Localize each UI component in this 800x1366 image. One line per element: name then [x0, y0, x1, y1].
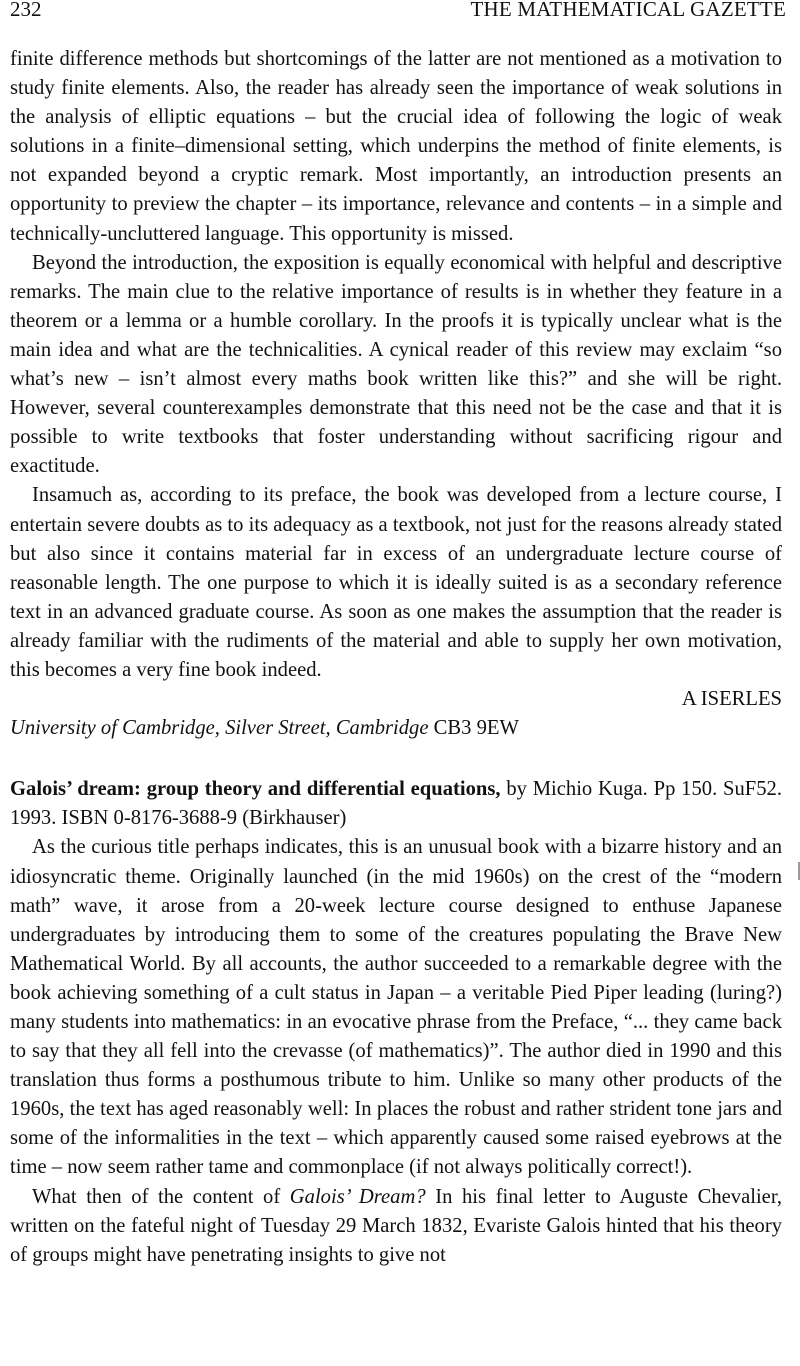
review1-paragraph-2: Beyond the introduction, the exposition is equally economical with helpful and descriptive remarks. The main clue to the relative importance of results is in whether they feature in a theorem or a lemma or a humble corollary. In the proofs it is typically unclear what is the main idea and what are the technicalities. A cynical reader of this review may exclaim “so what’s new – isn’t almost every maths book written like this?” and she will be right. However, several counterexamples demonstrate that this need not be the case and that it is possible to write textbooks that foster understanding without sacrificing rigour and exactitude. — [10, 251, 782, 478]
book-title: Galois’ dream: group theory and differential equations, — [10, 778, 501, 801]
review1-paragraph-1: finite difference methods but shortcomings of the latter are not mentioned as a motivation to study finite elements. Also, the reader has already seen the importance of weak solutions in the analysis of elliptic equations – but the crucial idea of following the logic of weak solutions in a finite–dimensional setting, which underpins the method of finite elements, is not expanded beyond a cryptic remark. Most importantly, an introduction presents an opportunity to preview the chapter – its importance, relevance and contents – in a simple and technically-uncluttered language. This opportunity is missed. — [10, 48, 782, 245]
review1-paragraph-3: Insamuch as, according to its preface, the book was developed from a lecture course, I entertain severe doubts as to its adequacy as a textbook, not just for the reasons already stated but also since it contains material far in excess of an undergraduate lecture course of reasonable length. The one purpose to which it is ideally suited is as a secondary reference text in an advanced graduate course. As soon as one makes the assumption that the reader is already familiar with the rudiments of the material and able to supply her own motivation, this becomes a very fine book indeed. — [10, 484, 782, 681]
review2-heading — [10, 775, 782, 833]
running-header — [10, 0, 786, 24]
page-body — [10, 45, 782, 1270]
affiliation-postcode: CB3 9EW — [433, 717, 519, 740]
book-details: by Michio Kuga. Pp 150. SuF52. 1993. ISBN 0-8176-3688-9 (Birkhauser) — [10, 778, 782, 830]
para2-start: What then of the content of — [32, 1185, 290, 1208]
reviewer-name: A ISERLES — [681, 688, 782, 711]
reviewer-affiliation — [10, 714, 782, 743]
journal-title: THE MATHEMATICAL GAZETTE — [470, 0, 786, 21]
para2-rest: In his final letter to Auguste Chevalier, written on the fateful night of Tuesday 29 March 1832, Evariste Galois hinted that his theory of groups might have penetrating insights to give not — [10, 1185, 783, 1266]
review2-paragraph-2 — [10, 1183, 782, 1270]
review2-paragraph-1: As the curious title perhaps indicates, this is an unusual book with a bizarre history and an idiosyncratic theme. Originally launched (in the mid 1960s) on the crest of the “modern math” wave, it arose from a 20-week lecture course designed to enthuse Japanese undergraduates by introducing them to some of the creatures populating the Brave New Mathematical World. By all accounts, the author succeeded to a remarkable degree with the book achieving something of a cult status in Japan – a veritable Pied Piper leading (luring?) many students into mathematics: in an evocative phrase from the Preface, “... they came back to say that they all fell into the crevasse (of mathematics)”. The author died in 1990 and this translation thus forms a posthumous tribute to him. Unlike so many other products of the 1960s, the text has aged reasonably well: In places the robust and rather strident tone jars and some of the informalities in the text – which apparently caused some raised eyebrows at the time – now seem rather tame and commonplace (if not always politically correct!). — [10, 836, 782, 1179]
affiliation-text: University of Cambridge, Silver Street, Cambridge — [10, 717, 429, 740]
page-number: 232 — [10, 0, 42, 21]
book-title-italic: Galois’ Dream? — [289, 1185, 426, 1208]
